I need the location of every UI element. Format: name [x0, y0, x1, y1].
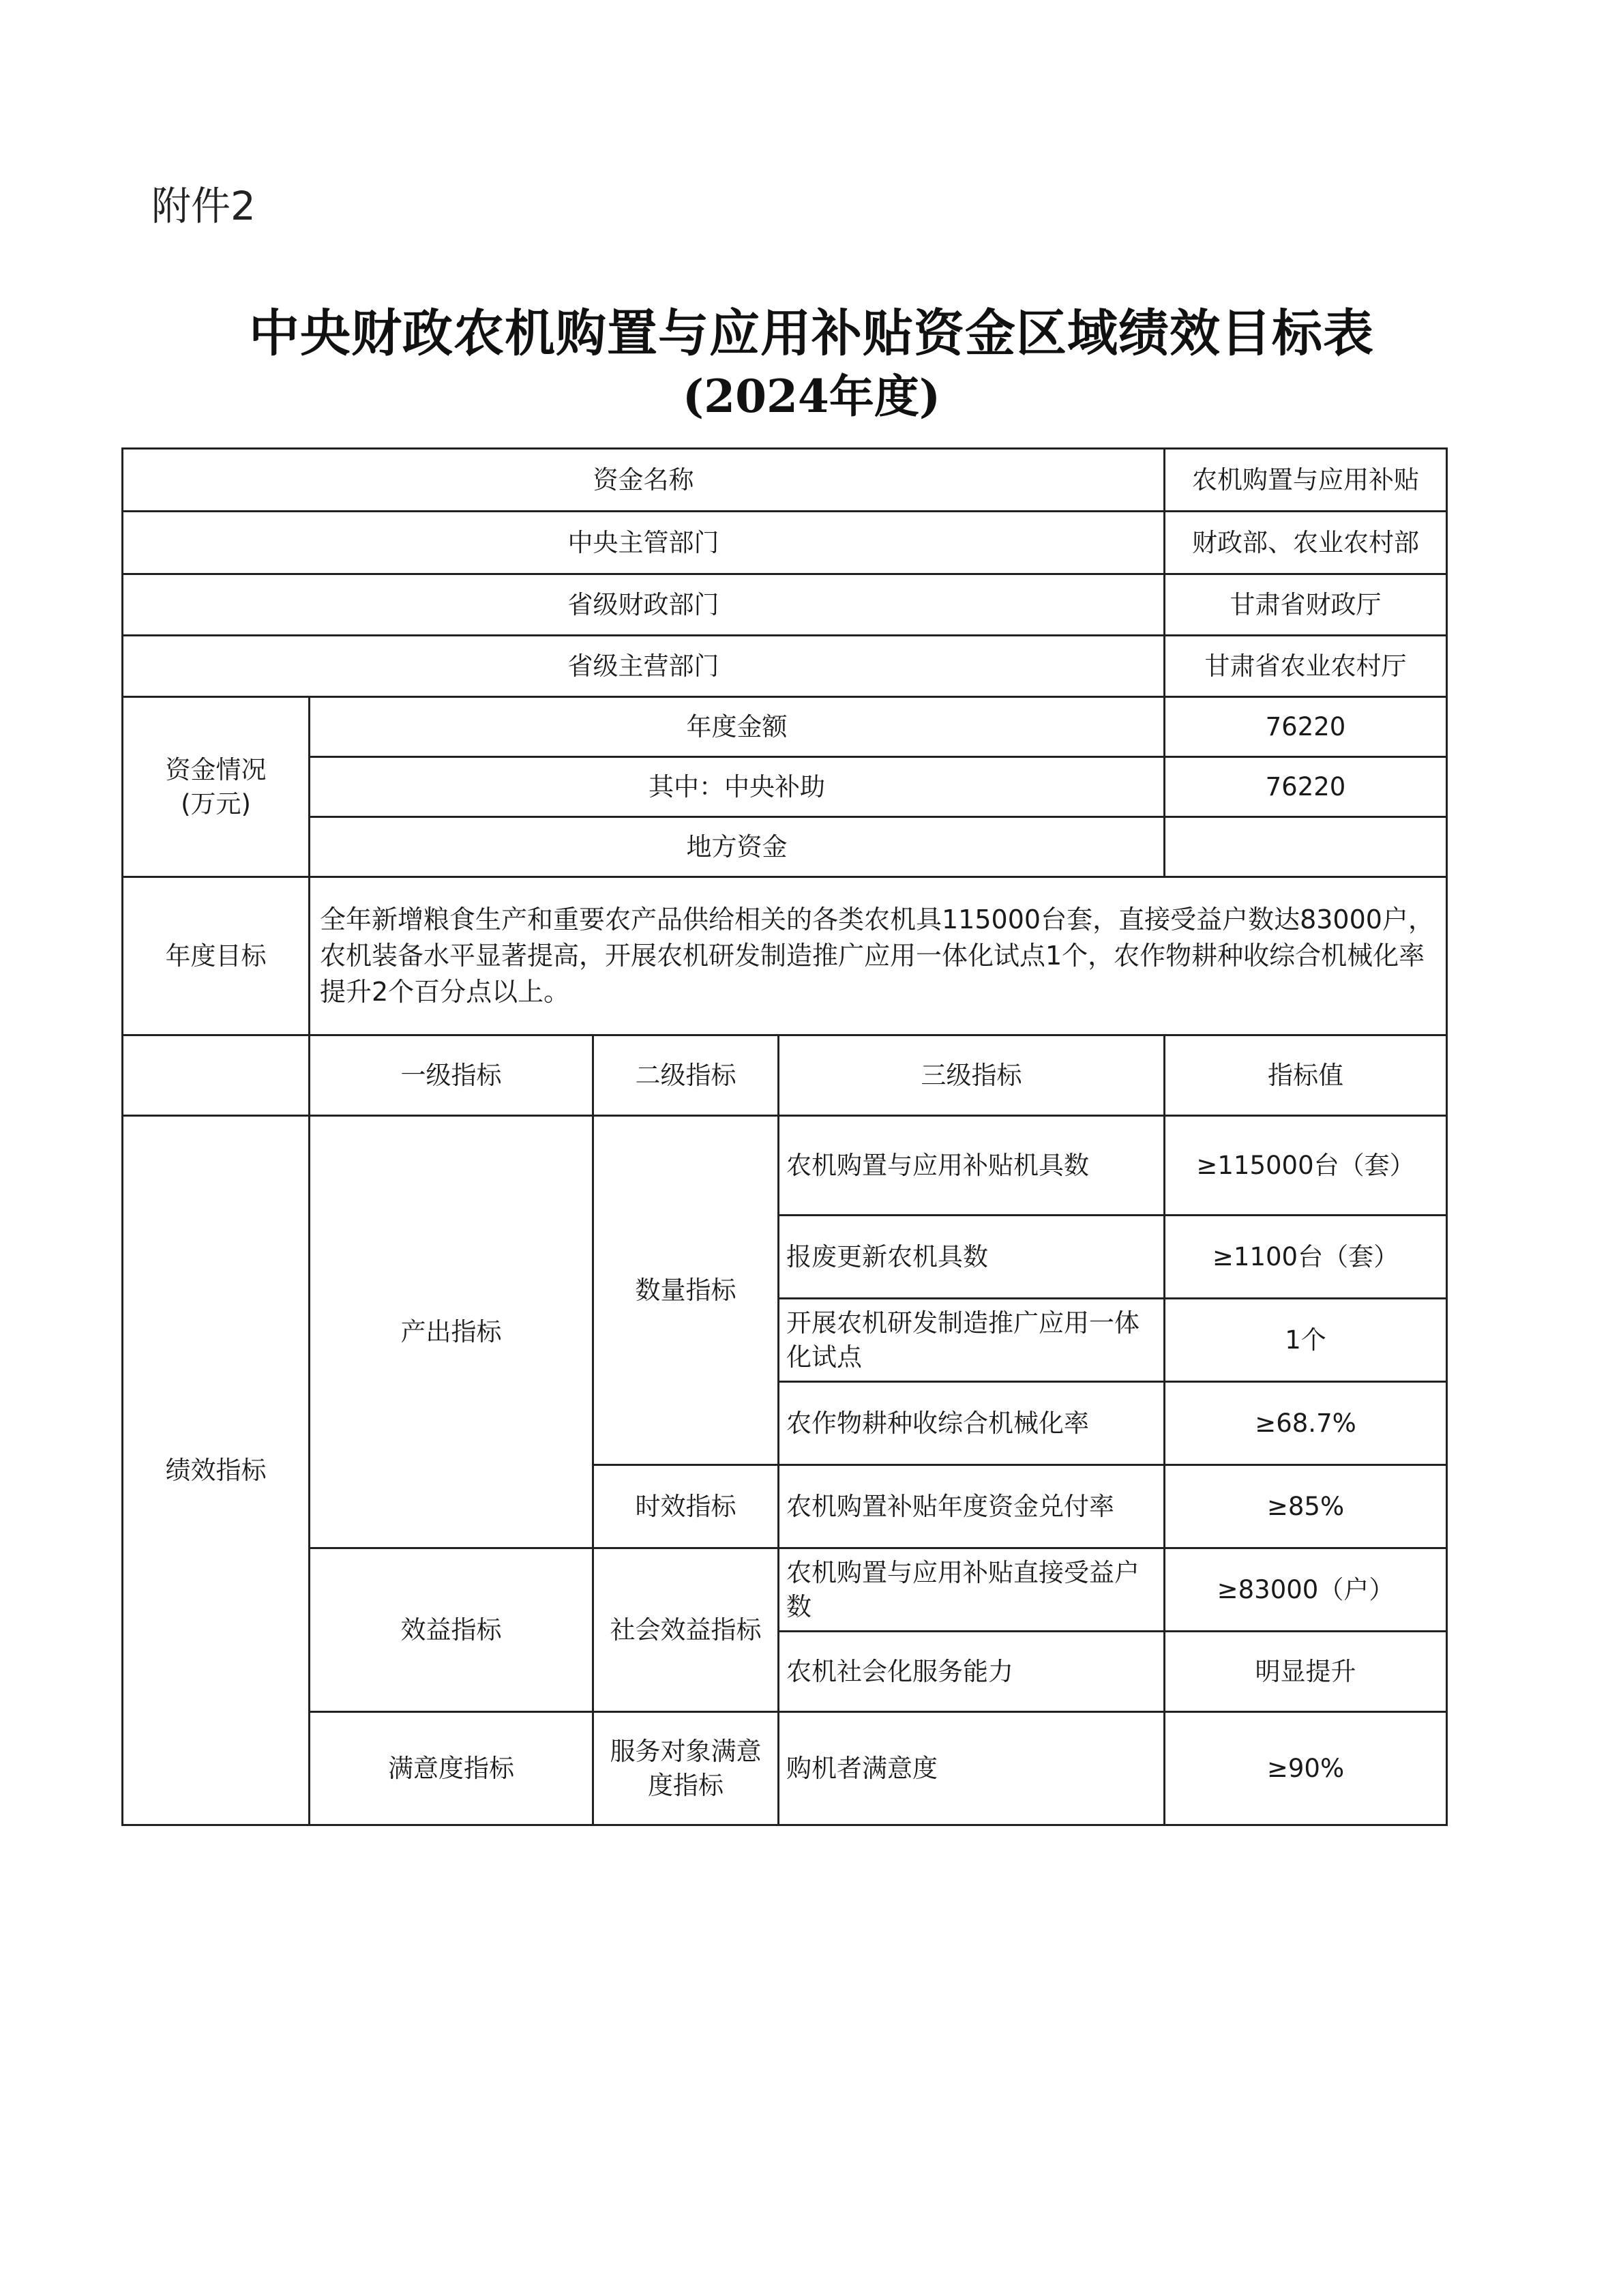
annual-goal-label: 年度目标 [123, 877, 310, 1035]
central-subsidy-value: 76220 [1165, 757, 1447, 817]
central-subsidy-label: 其中：中央补助 [310, 757, 1165, 817]
level2-header: 二级指标 [593, 1035, 779, 1116]
indicator-name: 农作物耕种收综合机械化率 [779, 1382, 1165, 1465]
annual-amount-label: 年度金额 [310, 697, 1165, 757]
indicator-value: 1个 [1165, 1299, 1447, 1382]
provincial-finance-row [123, 574, 1447, 636]
fund-name-label: 资金名称 [123, 449, 1165, 512]
indicator-value: ≥83000（户） [1165, 1548, 1447, 1632]
indicator-value: 明显提升 [1165, 1632, 1447, 1712]
attachment-label: 附件2 [151, 183, 256, 229]
indicator-name: 开展农机研发制造推广应用一体化试点 [779, 1299, 1165, 1382]
indicator-header-blank [123, 1035, 310, 1116]
annual-amount-value: 76220 [1165, 697, 1447, 757]
fund-name-row [123, 449, 1447, 512]
performance-target-table [121, 447, 1448, 1826]
annual-goal-row [123, 877, 1447, 1035]
indicator-value-header: 指标值 [1165, 1035, 1447, 1116]
fund-name-value: 农机购置与应用补贴 [1165, 449, 1447, 512]
funding-row-annual [123, 697, 1447, 757]
table-row [123, 1712, 1447, 1825]
indicator-value: ≥68.7% [1165, 1382, 1447, 1465]
table-row [123, 1116, 1447, 1216]
central-dept-value: 财政部、农业农村部 [1165, 512, 1447, 574]
provincial-dept-value: 甘肃省农业农村厅 [1165, 636, 1447, 697]
funding-label: 资金情况 (万元) [123, 697, 310, 877]
timeliness-indicator-label: 时效指标 [593, 1465, 779, 1548]
indicator-header-row [123, 1035, 1447, 1116]
provincial-finance-value: 甘肃省财政厅 [1165, 574, 1447, 636]
indicator-value: ≥115000台（套） [1165, 1116, 1447, 1216]
indicator-value: ≥90% [1165, 1712, 1447, 1825]
performance-indicator-label: 绩效指标 [123, 1116, 310, 1825]
central-dept-label: 中央主管部门 [123, 512, 1165, 574]
service-satisfaction-indicator-label: 服务对象满意度指标 [593, 1712, 779, 1825]
indicator-value: ≥85% [1165, 1465, 1447, 1548]
indicator-value: ≥1100台（套） [1165, 1216, 1447, 1299]
indicator-name: 农机购置补贴年度资金兑付率 [779, 1465, 1165, 1548]
output-indicator-label: 产出指标 [310, 1116, 593, 1548]
local-funds-label: 地方资金 [310, 817, 1165, 877]
level3-header: 三级指标 [779, 1035, 1165, 1116]
local-funds-value [1165, 817, 1447, 877]
provincial-dept-row [123, 636, 1447, 697]
benefit-indicator-label: 效益指标 [310, 1548, 593, 1712]
funding-row-local [123, 817, 1447, 877]
provincial-finance-label: 省级财政部门 [123, 574, 1165, 636]
table-row [123, 1548, 1447, 1632]
document-title: 中央财政农机购置与应用补贴资金区域绩效目标表 [249, 304, 1374, 363]
level1-header: 一级指标 [310, 1035, 593, 1116]
indicator-name: 购机者满意度 [779, 1712, 1165, 1825]
indicator-name: 农机购置与应用补贴机具数 [779, 1116, 1165, 1216]
funding-row-central [123, 757, 1447, 817]
provincial-dept-label: 省级主营部门 [123, 636, 1165, 697]
satisfaction-indicator-label: 满意度指标 [310, 1712, 593, 1825]
document-subtitle: (2024年度) [682, 370, 941, 423]
indicator-name: 农机购置与应用补贴直接受益户数 [779, 1548, 1165, 1632]
social-benefit-indicator-label: 社会效益指标 [593, 1548, 779, 1712]
central-dept-row [123, 512, 1447, 574]
indicator-name: 报废更新农机具数 [779, 1216, 1165, 1299]
quantity-indicator-label: 数量指标 [593, 1116, 779, 1465]
indicator-name: 农机社会化服务能力 [779, 1632, 1165, 1712]
annual-goal-text: 全年新增粮食生产和重要农产品供给相关的各类农机具115000台套，直接受益户数达83000户，农机装备水平显著提高，开展农机研发制造推广应用一体化试点1个，农作物耕种收综合机械化率提升2个百分点以上。 [310, 877, 1447, 1035]
